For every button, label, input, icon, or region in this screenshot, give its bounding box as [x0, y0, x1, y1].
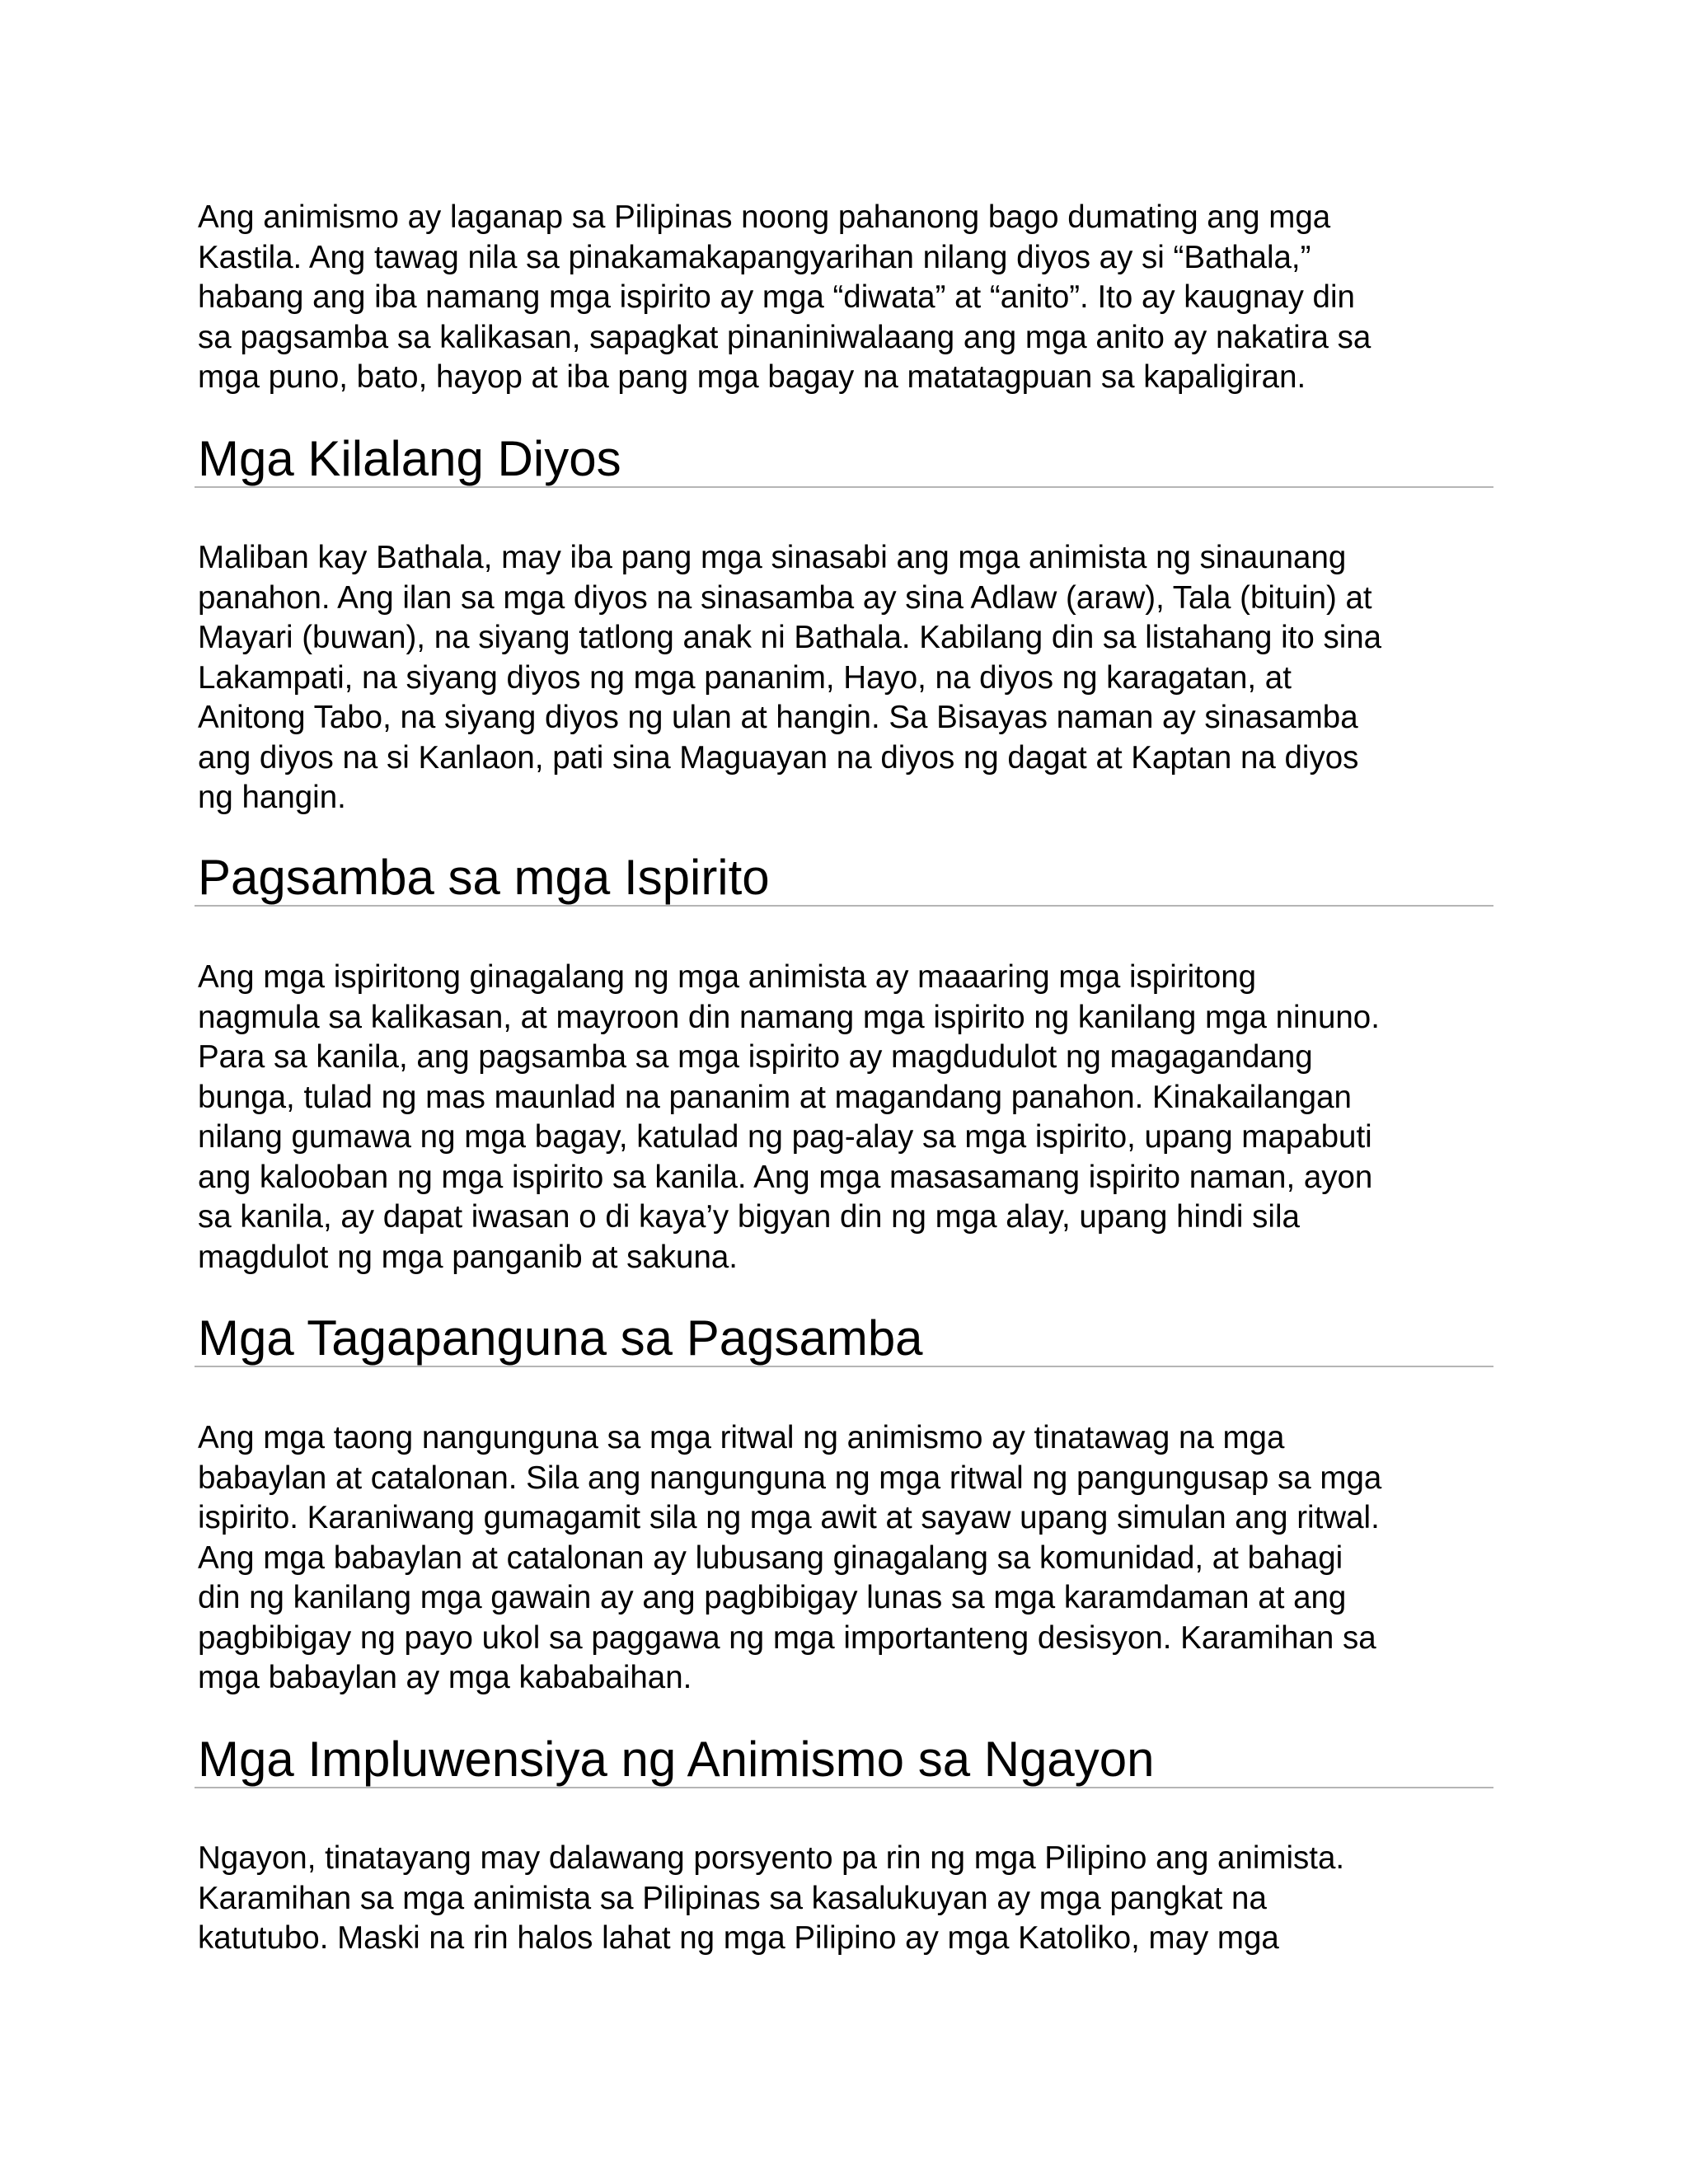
section-heading-impluwensiya	[195, 1732, 1493, 1788]
section-body-impluwensiya	[198, 1839, 1492, 1959]
section-body-pagsamba-ispirito	[198, 958, 1492, 1277]
intro-paragraph	[198, 198, 1492, 398]
section-heading-tagapanguna	[195, 1311, 1493, 1367]
body-text: Ngayon, tinatayang may dalawang porsyento pa rin ng mga Pilipino ang animista. Karamihan sa mga animista sa Pilipinas sa kasalukuyan ay mga pangkat na katutubo. Maski na rin halos lahat ng mga Pilipino ay mga Katoliko, may mga	[198, 1840, 1345, 1956]
section-heading-kilalang-diyos	[195, 432, 1493, 488]
section-body-kilalang-diyos	[198, 538, 1492, 818]
intro-text: Ang animismo ay laganap sa Pilipinas noong pahanong bago dumating ang mga Kastila. Ang tawag nila sa pinakamakapangyarihan nilang diyos ay si “Bathala,” habang ang iba namang mga ispirito ay mga “diwata” at “anito”. Ito ay kaugnay din sa pagsamba sa kalikasan, sapagkat pinaniniwalaang ang mga anito ay nakatira sa mga puno, bato, hayop at iba pang mga bagay na matatagpuan sa kapaligiran.	[198, 199, 1372, 395]
section-heading-pagsamba-ispirito	[195, 851, 1493, 907]
heading-text: Mga Kilalang Diyos	[198, 431, 621, 486]
heading-text: Pagsamba sa mga Ispirito	[198, 850, 770, 905]
heading-text: Mga Impluwensiya ng Animismo sa Ngayon	[198, 1732, 1155, 1787]
section-body-tagapanguna	[198, 1418, 1492, 1699]
heading-text: Mga Tagapanguna sa Pagsamba	[198, 1310, 923, 1366]
body-text: Ang mga taong nangunguna sa mga ritwal ng animismo ay tinatawag na mga babaylan at catalonan. Sila ang nangunguna ng mga ritwal ng pangungusap sa mga ispirito. Karaniwang gumagamit sila ng mga awit at sayaw upang simulan ang ritwal. Ang mga babaylan at catalonan ay lubusang ginagalang sa komunidad, at bahagi din ng kanilang mga gawain ay ang pagbibigay lunas sa mga karamdaman at ang pagbibigay ng payo ukol sa paggawa ng mga importanteng desisyon. Karamihan sa mga babaylan ay mga kababaihan.	[198, 1420, 1382, 1695]
body-text: Ang mga ispiritong ginagalang ng mga animista ay maaaring mga ispiritong nagmula sa kalikasan, at mayroon din namang mga ispirito ng kanilang mga ninuno. Para sa kanila, ang pagsamba sa mga ispirito ay magdudulot ng magagandang bunga, tulad ng mas maunlad na pananim at magandang panahon. Kinakailangan nilang gumawa ng mga bagay, katulad ng pag-alay sa mga ispirito, upang mapabuti ang kalooban ng mga ispirito sa kanila. Ang mga masasamang ispirito naman, ayon sa kanila, ay dapat iwasan o di kaya’y bigyan din ng mga alay, upang hindi sila magdulot ng mga panganib at sakuna.	[198, 959, 1380, 1275]
body-text: Maliban kay Bathala, may iba pang mga sinasabi ang mga animista ng sinaunang panahon. Ang ilan sa mga diyos na sinasamba ay sina Adlaw (araw), Tala (bituin) at Mayari (buwan), na siyang tatlong anak ni Bathala. Kabilang din sa listahang ito sina Lakampati, na siyang diyos ng mga pananim, Hayo, na diyos ng karagatan, at Anitong Tabo, na siyang diyos ng ulan at hangin. Sa Bisayas naman ay sinasamba ang diyos na si Kanlaon, pati sina Maguayan na diyos ng dagat at Kaptan na diyos ng hangin.	[198, 540, 1382, 815]
